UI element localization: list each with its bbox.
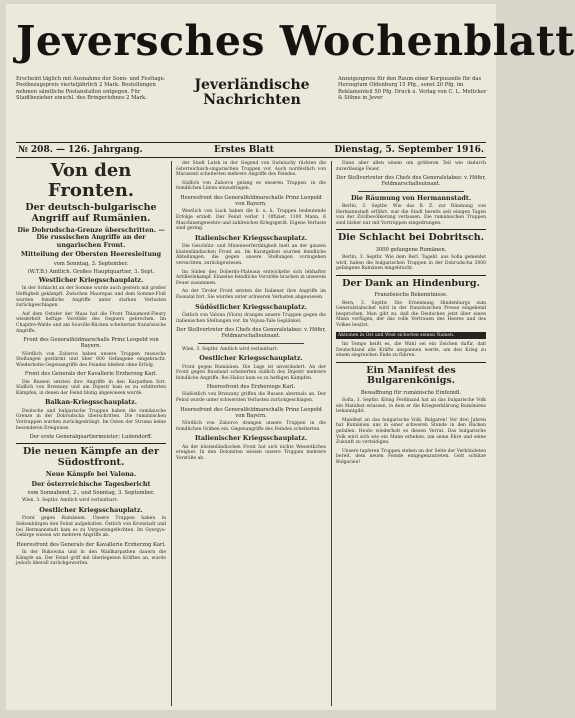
article-paragraph: Sofia, 3. Septbr. König Ferdinand hat an das bulgarische Volk ein Manifest erlassen, in dem er die Kriegserklärung Rumäniens bekanntgibt. — [336, 398, 486, 415]
dateline — [16, 142, 486, 158]
section-subheading: vom Sonntag, 3. September. — [53, 260, 129, 267]
article-paragraph: Deutsche und bulgarische Truppen haben die rumänische Grenze in der Dobrudscha überschritten. Die rumänischen Vortruppen wurden zurückgedrängt. Im Osten der Struma keine besonderen Ereignisse. — [16, 408, 166, 431]
article-paragraph: Front gegen Rumänien. Unsere Truppen haben in Siebenbürgen den Feind aufgehalten. Östlich von Kronstadt und bei Hermannstadt kam es zu Vorpostengefechten. Im Gyergyo-Gebirge wiesen wir mehrere Angriffe ab. — [16, 516, 166, 539]
subtitle — [176, 78, 328, 108]
issue-number: № 208. — 126. Jahrgang. — [18, 145, 143, 155]
front-headline: Von den Fronten. — [47, 160, 135, 201]
edition-label: Erstes Blatt — [214, 145, 274, 155]
article-paragraph: Östlich von Valona (Vlora) drangen unsere Truppen gegen die italienischen Stellungen vor. Im Vojusa-Tale Geplänkel. — [176, 312, 326, 324]
article-subheadline: Französische Bekenntnisse. — [374, 292, 448, 299]
subscription-info: Erscheint täglich mit Ausnahme der Sonn- und Festtage. Postbezugspreis vierteljährlich 2 Mark. Bestellungen nehmen sämtliche Postanstalten entgegen. Für Stadtbezieher einschl. des Bringerlohnes 2 Mark. — [16, 76, 166, 102]
theater-heading: Balkan-Kriegsschauplatz. — [44, 398, 138, 407]
article-subheadline: Neue Kämpfe bei Valona. — [45, 470, 137, 479]
article-paragraph: Berlin, 3. Septbr. Wie dem Berl. Tagebl. aus Sofia gemeldet wird, haben die bulgarischen Truppen in der Dobrudscha 3000 gefangene Rumänen eingebracht. — [336, 255, 486, 272]
article-paragraph: In der Schlacht an der Somme wurde auch gestern mit großer Heftigkeit gekämpft. Zwischen Maurepas und dem Somme-Fluß wurden feindliche Angriffe unter starken Verlusten zurückgeschlagen. — [16, 286, 166, 309]
article-paragraph: An der Tiroler Front setzten die Italiener ihre Angriffe im Fassatal fort. Sie wurden unter schweren Verlusten abgewiesen. — [176, 289, 326, 300]
article-headline: Der Dank an Hindenburg. — [342, 277, 480, 289]
article-paragraph: Dann aber allen einem um größeren Teil wie dadurch zuverlässige Feuer. — [336, 161, 486, 172]
divider — [358, 191, 464, 192]
signature: Der Stellvertreter des Chefs des Generalstabes: v. Höfer, Feldmarschalleutnant. — [336, 175, 486, 188]
column-divider — [331, 161, 332, 706]
army-group-heading: Heeresfront des Generals der Kavallerie Erzherzog Karl. — [16, 541, 166, 548]
signature: Der erste Generalquartiermeister: Ludendorff. — [29, 434, 153, 441]
article-paragraph: Im Süden des Doberdo-Plateaus entwickelte sich lebhafter Artilleriekampf. Einzelne feindliche Vorstöße brachen in unserem Feuer zusammen. — [176, 269, 326, 286]
article-paragraph: Südöstlich von Brzezany griffen die Russen abermals an. Der Feind wurde unter schwersten Verlusten zurückgeschlagen. — [176, 392, 326, 404]
article-paragraph: In der Bukowina und in den Waldkarpathen dauern die Kämpfe an. Der Feind griff mit überlegenen Kräften an, wurde jedoch überall zurückgeworfen. — [16, 549, 166, 567]
article-subheadline: Bewaffnung für rumänische Einfeindl. — [360, 389, 462, 396]
masthead-area — [16, 10, 575, 122]
article-headline: Die Räumung von Hermannstadt. — [350, 193, 472, 202]
article-headline: Die neuen Kämpfe an der Südostfront. — [23, 446, 159, 468]
dispatch-origin: (W.T.B.) Amtlich. Großes Hauptquartier, 3. Sept. — [27, 268, 155, 275]
issue-date: Dienstag, 5. September 1916. — [334, 145, 484, 155]
article-paragraph: Westlich von Luck haben die k. u. k. Truppen bedeutende Erfolge erzielt. Der Feind verlor 1 Offizier, 1100 Mann, 6 Maschinengewehre und zahlreiches Kriegsgerät. Eigene Verluste sind gering. — [176, 209, 326, 232]
report-date: vom Sonnabend, 2., und Sonntag, 3. September. — [27, 490, 155, 497]
article-paragraph: Südlich von Zaborce gelang es unseren Truppen, in die feindlichen Linien einzudringen. — [176, 180, 326, 192]
column-divider — [171, 161, 172, 706]
theater-heading: Oestlicher Kriegsschauplatz. — [39, 505, 143, 514]
subtitle-line-2: Nachrichten — [203, 92, 301, 108]
article-paragraph: Front gegen Rumänien. Die Lage ist unverändert. An der Front gegen Russland scheiterten südlich des Dnjestr mehrere feindliche Angriffe. Bei Halicz kam es zu heftigen Kämpfen. — [176, 364, 326, 381]
theater-heading: Westlicher Kriegsschauplatz. — [38, 276, 144, 285]
subtitle-line-1: Jeverländische — [194, 77, 310, 93]
column-1 — [16, 161, 166, 706]
subheadline: Der deutsch-bulgarische Angriff auf Rumänien. — [25, 202, 157, 224]
theater-heading: Südöstlicher Kriegsschauplatz. — [195, 302, 307, 311]
article-headline: Die Schlacht bei Dobritsch. — [337, 232, 485, 244]
report-heading: Der österreichische Tagesbericht — [31, 479, 151, 488]
divider — [198, 343, 304, 344]
section-rule — [336, 229, 486, 230]
article-paragraph: Auf dem Ostufer der Maas hat die Front Thiaumont-Fleury wiederholt heftige Vorstöße des Gegners gebrochen. Im Chapitre-Walde und am Souville-Rücken scheiterten französische Angriffe. — [16, 311, 166, 334]
article-paragraph: Wien, 3. Septbr. Amtlich wird verlautbart: — [182, 346, 278, 352]
army-group-heading: Heeresfront des Erzherzogs Karl. — [206, 384, 296, 391]
subheadline-2: Die Dobrudscha-Grenze überschritten. — Die russischen Angriffe an der ungarischen Front. — [17, 226, 165, 249]
article-paragraph: der Stadt Lutsk in der Gegend von Swiniuchy rückten die österreichisch-ungarischen Truppen vor. Auch nordöstlich von Marasesti scheiterten mehrere Angriffe des Feindes. — [176, 161, 326, 178]
section-heading: Mitteilung der Obersten Heeresleitung — [20, 250, 162, 259]
masthead-title: Jeversches Wochenblatt — [16, 17, 575, 65]
article-headline: Ein Manifest des Bulgarenkönigs. — [366, 364, 456, 387]
theater-heading: Italienischer Kriegsschauplatz. — [194, 233, 308, 242]
article-paragraph: Die Russen setzten ihre Angriffe in den Karpathen fort. Südlich von Brzezany und am Dnjestr kam es zu erbitterten Kämpfen, in denen der Feind blutig abgewiesen wurde. — [16, 379, 166, 396]
column-3 — [336, 161, 486, 706]
army-group-heading: Front des Generalfeldmarschalls Prinz Leopold von Bayern. — [23, 337, 159, 350]
army-group-heading: Heeresfront des Generalfeldmarschalls Prinz Leopold von Bayern. — [180, 194, 322, 208]
article-columns — [16, 161, 486, 706]
article-paragraph: Berlin, 3. Septbr. Wie das B. Z. zur Räumung von Hermannstadt erfährt, war die Stadt bereits seit einigen Tagen von der Zivilbevölkerung verlassen. Die rumänischen Truppen sind bisher nur mit Vortruppen eingedrungen. — [336, 204, 486, 226]
article-paragraph: An der küstenländischen Front hat sich nichts Wesentliches ereignet. In den Dolomiten wiesen unsere Truppen mehrere Vorstöße ab. — [176, 444, 326, 461]
article-subheadline: 3000 gefangene Rumänen. — [375, 246, 447, 253]
highlighted-line: Aktionen in Ost und West sicherten seinen Namen. — [336, 332, 486, 340]
article-paragraph: Wien, 3. Septbr. Amtlich wird verlautbart: — [22, 498, 118, 504]
section-rule — [336, 362, 486, 363]
article-paragraph: Im Temps heißt es, die Wahl sei ein Zeichen dafür, daß Deutschland alle Kräfte anspannen werde, um den Krieg zu einem siegreichen Ende zu führen. — [336, 342, 486, 359]
article-paragraph: Nördlich von Zaborce haben unsere Truppen russische Stellungen gestürmt und über 600 Gefangene eingebracht. Wiederholte Gegenangriffe des Feindes blieben ohne Erfolg. — [16, 351, 166, 368]
article-paragraph: Bern, 3. Septbr. Die Ernennung Hindenburgs zum Generalstabschef wird in der französischen Presse eingehend besprochen. Man gibt zu, daß die Deutschen jetzt über einen Mann verfügen, der das volle Vertrauen des Heeres und des Volkes besitzt. — [336, 300, 486, 328]
army-group-heading: Front des Generals der Kavallerie Erzherzog Karl. — [24, 371, 158, 378]
article-paragraph: Manifest an das bulgarische Volk. Bulgaren! Vor drei Jahren hat Rumänien uns in einer schweren Stunde in den Rücken gefallen. Heute wiederholt es diesen Verrat. Das bulgarische Volk wird sich wie ein Mann erheben, um seine Ehre und seine Zukunft zu verteidigen. — [336, 417, 486, 446]
section-rule — [16, 443, 166, 444]
article-paragraph: Die Geschütz- und Minenwerfertätigkeit hielt an der ganzen küstenländischen Front an. Im Karstgebiet wurden feindliche Abteilungen, die gegen unsere Stellungen vorzugehen versuchten, zurückgewiesen. — [176, 244, 326, 266]
column-2 — [176, 161, 326, 706]
article-paragraph: Nördlich von Zaborce drangen unsere Truppen in die feindlichen Gräben ein. Gegenangriffe des Feindes scheiterten. — [176, 421, 326, 432]
section-rule — [336, 275, 486, 276]
theater-heading: Oestlicher Kriegsschauplatz. — [199, 354, 303, 363]
signature: Der Stellvertreter des Chefs des Generalstabes: v. Höfer, Feldmarschalleutnant. — [176, 327, 326, 340]
article-paragraph: Unsere tapferen Truppen stehen an der Seite der Verbündeten bereit, dem neuen Feinde entgegenzutreten. Gott schütze Bulgarien! — [336, 448, 486, 466]
advertising-info: Anzeigenpreis für den Raum einer Korpuszeile für das Herzogtum Oldenburg 15 Pfg., sonst 20 Pfg. im Reklamenteil 50 Pfg. Druck u. Verlag von C. L. Mettcker & Söhne in Jever — [338, 76, 487, 102]
army-group-heading: Heeresfront des Generalfeldmarschalls Prinz Leopold von Bayern. — [180, 406, 322, 419]
theater-heading: Italienischer Kriegsschauplatz. — [194, 434, 308, 443]
newspaper-page — [6, 4, 575, 710]
